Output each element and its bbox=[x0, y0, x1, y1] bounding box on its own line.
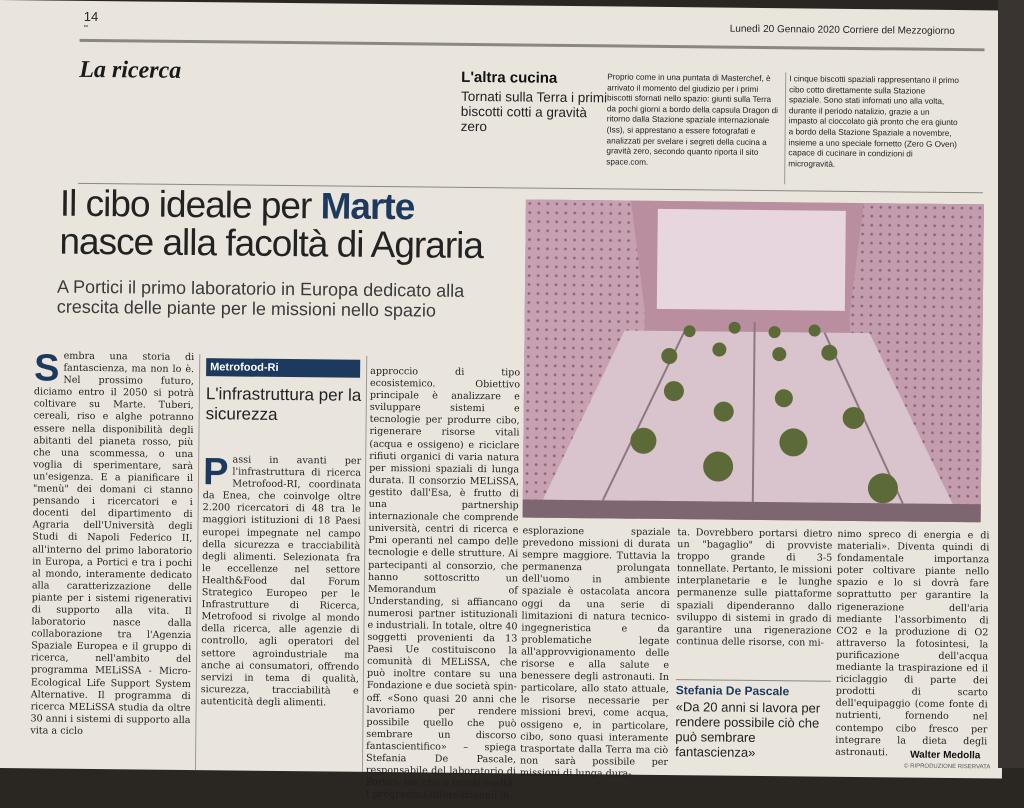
date-line: Lunedì 20 Gennaio 2020 Corriere del Mezzogiorno bbox=[729, 23, 955, 38]
quote-rule bbox=[676, 679, 831, 682]
side-column-2: I cinque biscotti spaziali rappresentano il primo cibo cotto direttamente sulla Stazione spaziale. Sono stati infornati uno alla volta, durante il periodo natalizio, grazie a un impasto al cioccolato già pronto che era giunto a bordo della Stazione Spaziale a novembre, insieme a uno speciale fornetto (Zero G Oven) capace di cucinare in condizioni di microgravità. bbox=[788, 74, 960, 169]
quote-text: «Da 20 anni si lavora per rendere possibile ciò che può sembrare fantascienza» bbox=[675, 699, 821, 760]
side-headline: Tornati sulla Terra i primi biscotti cotti a gravità zero bbox=[460, 88, 608, 135]
headline-line-2: nasce alla facoltà di Agraria bbox=[59, 220, 484, 267]
main-headline bbox=[59, 182, 484, 267]
column-text: assi in avanti per l'infrastruttura di ricerca Metrofood-RI, coordinata da Enea, che coinvolge oltre 2.200 ricercatori di 48 tra le maggiori istituzioni di 18 Paesi europei impegnate nel campo della sicurezza e tracciabilità degli alimenti. Selezionata fra le eccellenze nel settore Health&Food dal Forum Strategico Europeo per le Infrastrutture di Ricerca, Metrofood si rivolge al mondo della ricerca, alle agenzie di controllo, agli operatori del settore agroindustriale ma anche ai consumatori, offrendo servizi in tema di qualità, sicurezza, tracciabilità e autenticità degli alimenti. bbox=[200, 454, 362, 709]
drop-cap: S bbox=[33, 347, 60, 390]
main-column-1 bbox=[30, 347, 195, 739]
rights-note: © RIPRODUZIONE RISERVATA bbox=[903, 763, 991, 771]
box-tag: Metrofood-Ri bbox=[206, 358, 360, 378]
divider bbox=[784, 72, 786, 184]
section-title: La ricerca bbox=[79, 56, 182, 84]
main-column-3: approccio di tipo ecosistemico. Obiettivo principale è analizzare e sviluppare sistemi e tecnologie per produrre cibo, rigenerare risorse vitali (acqua e ossigeno) e riciclare rifiuti organici di varia natura per missioni spaziali di lunga durata. Il consorzio MELiSSA, gestito dall'Esa, è frutto di una partnership internazionale che comprende università, centri di ricerca e Pmi operanti nel campo delle tecnologie e delle strutture. Ai partecipanti al consorzio, che hanno sottoscritto un Memorandum of Understanding, si affiancano numerosi partner istituzionali e industriali. In totale, oltre 40 soggetti provenienti da 13 Paesi Ue costituiscono la comunità di MELiSSA, che può inoltre contare su una Fondazione e due società spin-off. «Sono quasi 20 anni che lavoriamo per rendere possibile quello che può sembrare un discorso fantascientifico» – spiega Stefania De Pascale, responsabile del laboratorio di Portici- ma che è ormai realtà. I programmi internazionali di bbox=[365, 365, 521, 802]
page-number: 14 ▪▪ bbox=[83, 8, 99, 30]
box-body bbox=[200, 451, 362, 710]
column-text: embra una storia di fantascienza, ma non lo è. Nel prossimo futuro, diciamo entro il 2050 si potrà coltivare su Marte. Tuberi, cereali, riso e alghe potranno essere nella disponibilità degli abitanti del pianeta rosso, più che una scommessa, o una voglia di sperimentare, sarà un'esigenza. E a pianificare il "menù" dei domani ci stanno pensando i ricercatori e i docenti del dipartimento di Agraria dell'Università degli Studi di Napoli Federico II, all'interno del primo laboratorio in Europa, a Portici e tra i pochi al mondo, interamente dedicato alla caratterizzazione delle piante per i sistemi rigenerativi di supporto alla vita. Il laboratorio nasce dalla collaborazione tra l'Agenzia Spaziale Europea e il gruppo di ricerca, nell'ambito del programma MELiSSA - Micro-Ecological Life Support System Alternative. Il programma di ricerca MELiSSA studia da oltre 30 anni i sistemi di supporto alla vita a ciclo bbox=[30, 350, 195, 737]
side-column-1: Proprio come in una puntata di Masterchef, è arrivato il momento del giudizio per i primi biscotti sfornati nello spazio: giunti sulla Terra da pochi giorni a bordo della capsula Dragon di ritorno dalla Stazione spaziale internazionale (Iss), si apprestano a essere fotografati e analizzati per svelare i segreti della cucina a gravità zero, secondo quanto riporta il sito space.com. bbox=[606, 72, 779, 167]
divider bbox=[195, 354, 200, 770]
sub-headline: A Portici il primo laboratorio in Europa dedicato alla crescita delle piante per le missioni nello spazio bbox=[56, 276, 465, 321]
main-column-6: nimo spreco di energia e di materiali». Diventa quindi di fondamentale importanza poter coltivare piante nello spazio e lo si dovrà fare soprattutto per garantire la rigenerazione dell'aria mediante l'assorbimento di CO2 e la produzione di O2 attraverso la fotosintesi, la purificazione dell'acqua mediante la traspirazione ed il riciclaggio di parte dei prodotti di scarto dell'equipaggio (come fonte di nutrienti, fornendo nel contempo cibo fresco per integrare la dieta degli astronauti. bbox=[835, 528, 990, 759]
headline-highlight: Marte bbox=[320, 185, 415, 228]
drop-cap: P bbox=[202, 451, 229, 494]
lab-photo bbox=[523, 200, 984, 523]
box-headline: L'infrastruttura per la sicurezza bbox=[205, 384, 362, 424]
headline-part: Il cibo ideale per bbox=[59, 182, 321, 227]
byline: Walter Medolla bbox=[910, 749, 981, 762]
quote-box bbox=[675, 683, 831, 761]
top-rule bbox=[80, 39, 985, 51]
main-column-4: esplorazione spaziale prevedono missioni di durata sempre maggiore. Tuttavia la permanenza prolungata dell'uomo in ambiente spaziale è ostacolata ancora oggi da una serie di limitazioni di natura tecnico-ingegneristica e da problematiche legate all'approvvigionamento delle risorse e alla salute e benessere degli astronauti. In particolare, allo stato attuale, le risorse necessarie per missioni brevi, come acqua, ossigeno e, in particolare, cibo, sono quasi interamente trasportate dalla Terra ma ciò non sarà possibile per missioni di lunga dura- bbox=[519, 525, 671, 780]
page-edge-shadow bbox=[998, 0, 1024, 768]
main-column-5: ta. Dovrebbero portarsi dietro un "bagaglio" di provviste troppo grande di 3-5 tonnellate. Pertanto, le missioni interplanetarie e le lunghe permanenze sulle piattaforme spaziali dipenderanno dallo sviluppo di sistemi in grado di garantire una rigenerazione continua delle risorse, con mi- bbox=[676, 527, 833, 649]
quote-author: Stefania De Pascale bbox=[675, 683, 790, 699]
side-kicker: L'altra cucina bbox=[461, 68, 558, 87]
growth-chamber-illustration bbox=[523, 200, 984, 523]
